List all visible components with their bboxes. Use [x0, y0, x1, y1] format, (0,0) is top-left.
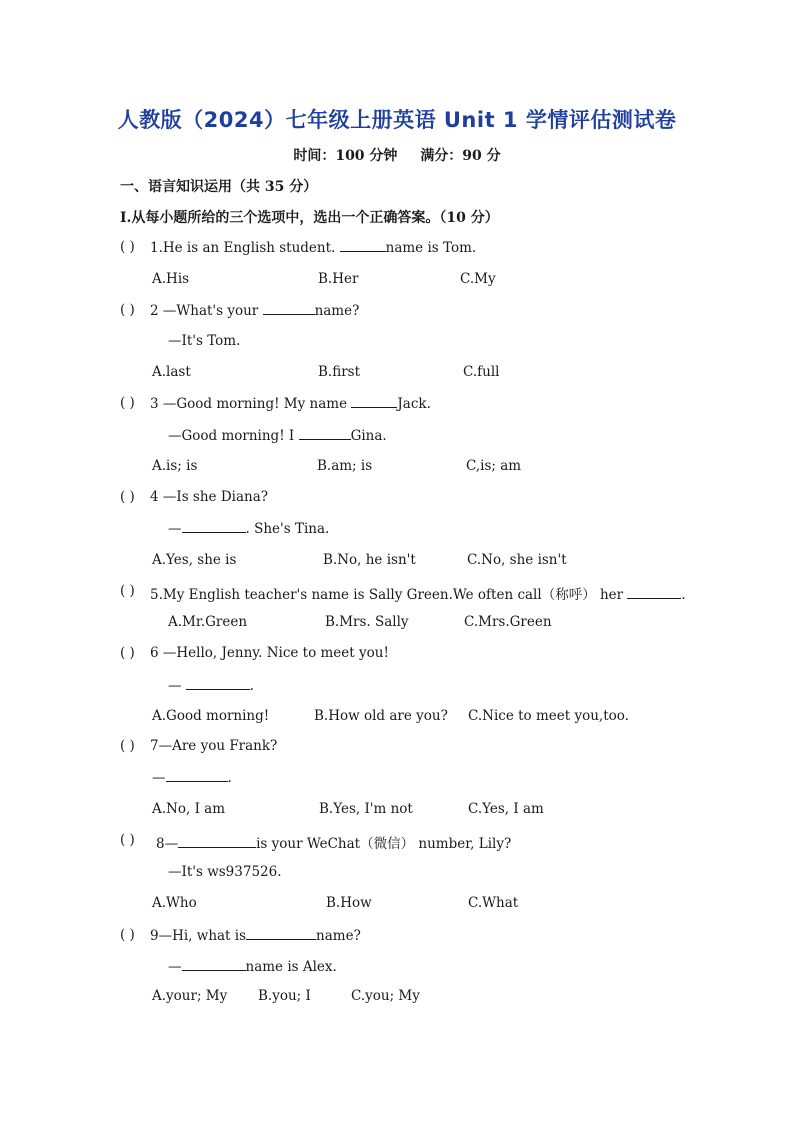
- question-2-reply: —It's Tom.: [168, 333, 241, 349]
- question-4-reply: [168, 520, 329, 537]
- option-c[interactable]: C.My: [460, 271, 496, 287]
- option-b[interactable]: B.No, he isn't: [323, 552, 416, 568]
- option-b[interactable]: B.Mrs. Sally: [325, 614, 409, 630]
- question-text: .: [249, 678, 255, 694]
- question-7-reply: [152, 769, 232, 786]
- exam-info: [0, 145, 794, 165]
- option-a[interactable]: A.last: [152, 364, 191, 380]
- option-a[interactable]: A.No, I am: [152, 801, 226, 817]
- answer-paren[interactable]: ( ): [120, 645, 135, 661]
- blank: [182, 520, 246, 533]
- question-8: [156, 832, 511, 852]
- blank: [182, 958, 246, 971]
- answer-paren[interactable]: ( ): [120, 489, 135, 505]
- question-9-reply: [168, 958, 337, 975]
- blank: [246, 927, 316, 940]
- blank: [340, 239, 386, 252]
- option-c[interactable]: C.Nice to meet you,too.: [468, 708, 629, 724]
- question-8-reply: —It's ws937526.: [168, 864, 282, 880]
- option-c[interactable]: C.Yes, I am: [468, 801, 544, 817]
- question-3: [150, 395, 431, 412]
- option-a[interactable]: A.Yes, she is: [152, 552, 237, 568]
- question-text: Gina.: [350, 428, 387, 444]
- option-b[interactable]: B.am; is: [317, 458, 373, 474]
- question-1: [150, 239, 476, 256]
- question-text: .: [227, 770, 232, 786]
- question-text: —: [152, 770, 166, 786]
- answer-paren[interactable]: ( ): [120, 738, 135, 754]
- option-a[interactable]: A.your; My: [152, 988, 228, 1004]
- option-b[interactable]: B.first: [318, 364, 361, 380]
- blank: [627, 586, 681, 599]
- answer-paren[interactable]: ( ): [120, 832, 135, 848]
- part-heading: I.从每小题所给的三个选项中，选出一个正确答案。（10 分）: [120, 210, 499, 226]
- question-text: 9—Hi, what is: [150, 928, 247, 944]
- blank: [263, 302, 315, 315]
- option-a[interactable]: A.is; is: [152, 458, 198, 474]
- option-c[interactable]: C,is; am: [466, 458, 522, 474]
- blank: [186, 677, 250, 690]
- question-text: name?: [316, 928, 361, 944]
- page-title: 人教版（2024）七年级上册英语 Unit 1 学情评估测试卷: [117, 108, 677, 132]
- question-text: name is Tom.: [385, 240, 477, 256]
- option-a[interactable]: A.Who: [152, 895, 197, 911]
- option-b[interactable]: B.Yes, I'm not: [319, 801, 413, 817]
- question-6-reply: [168, 677, 254, 694]
- question-text: 5.My English teacher's name is Sally Green.We often call（称呼） her: [150, 587, 624, 603]
- option-a[interactable]: A.Good morning!: [152, 708, 270, 724]
- option-b[interactable]: B.Her: [318, 271, 359, 287]
- question-text: —: [168, 959, 182, 975]
- question-text: .: [681, 587, 686, 603]
- question-9: [150, 927, 361, 944]
- question-5: [150, 583, 686, 603]
- question-7: 7—Are you Frank?: [150, 738, 278, 754]
- question-6: 6 —Hello, Jenny. Nice to meet you!: [150, 645, 389, 661]
- question-text: 8—: [156, 836, 179, 852]
- question-text: Jack.: [397, 396, 431, 412]
- answer-paren[interactable]: ( ): [120, 239, 135, 255]
- question-text: 1.He is an English student.: [150, 240, 336, 256]
- option-b[interactable]: B.How old are you?: [314, 708, 448, 724]
- question-text: 3 —Good morning! My name: [150, 396, 348, 412]
- question-text: name is Alex.: [245, 959, 337, 975]
- option-a[interactable]: A.His: [152, 271, 190, 287]
- answer-paren[interactable]: ( ): [120, 395, 135, 411]
- full-score: 满分：90 分: [420, 148, 501, 164]
- answer-paren[interactable]: ( ): [120, 583, 135, 599]
- blank: [178, 835, 256, 848]
- option-c[interactable]: C.Mrs.Green: [464, 614, 552, 630]
- question-text: —: [168, 521, 182, 537]
- question-4: 4 —Is she Diana?: [150, 489, 269, 505]
- time-limit: 时间：100 分钟: [293, 148, 398, 164]
- section-heading: 一、语言知识运用（共 35 分）: [120, 179, 318, 195]
- question-text: is your WeChat（微信） number, Lily?: [256, 836, 512, 852]
- question-text: 2 —What's your: [150, 303, 259, 319]
- option-c[interactable]: C.What: [468, 895, 519, 911]
- option-b[interactable]: B.How: [326, 895, 372, 911]
- option-a[interactable]: A.Mr.Green: [168, 614, 248, 630]
- question-text: name?: [314, 303, 360, 319]
- answer-paren[interactable]: ( ): [120, 302, 135, 318]
- question-text: —Good morning! I: [168, 428, 295, 444]
- blank: [351, 395, 397, 408]
- blank: [299, 427, 351, 440]
- question-text: . She's Tina.: [245, 521, 330, 537]
- option-c[interactable]: C.No, she isn't: [467, 552, 567, 568]
- question-text: —: [168, 678, 182, 694]
- answer-paren[interactable]: ( ): [120, 927, 135, 943]
- question-2: [150, 302, 359, 319]
- option-c[interactable]: C.you; My: [351, 988, 420, 1004]
- blank: [166, 769, 228, 782]
- question-3-reply: [168, 427, 387, 444]
- option-c[interactable]: C.full: [463, 364, 500, 380]
- option-b[interactable]: B.you; I: [258, 988, 311, 1004]
